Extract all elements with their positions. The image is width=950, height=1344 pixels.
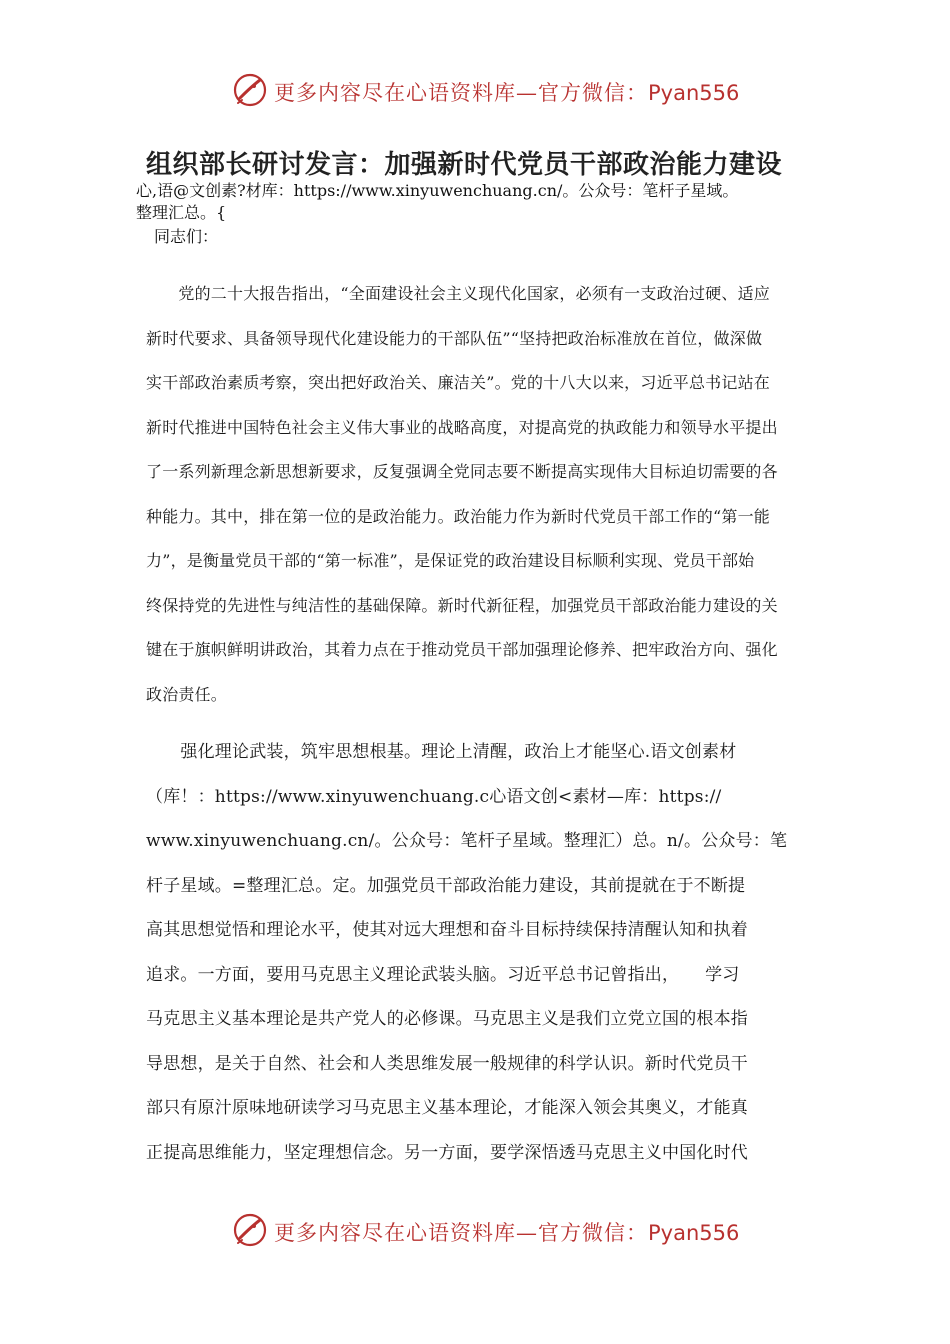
text-line: 正提高思维能力，坚定理想信念。另一方面，要学深悟透马克思主义中国化时代	[146, 1142, 748, 1163]
footer-banner	[232, 1212, 739, 1252]
banner-wechat-id: Pyan556	[648, 1221, 740, 1245]
text-line: 种能力。其中，排在第一位的是政治能力。政治能力作为新时代党员干部工作的“第一能	[146, 506, 770, 526]
text-line: 终保持党的先进性与纯洁性的基础保障。新时代新征程，加强党员干部政治能力建设的关	[146, 595, 778, 615]
source-line: 心,语@文创素?材库：https://www.xinyuwenchuang.cn/。公众号：笔杆子星域。	[136, 181, 739, 200]
text-line: 实干部政治素质考察，突出把好政治关、廉洁关”。党的十八大以来，习近平总书记站在	[146, 373, 770, 392]
text-line: 了一系列新理念新思想新要求，反复强调全党同志要不断提高实现伟大目标迫切需要的各	[146, 462, 778, 481]
text-line: 杆子星域。=整理汇总。定。加强党员干部政治能力建设，其前提就在于不断提	[146, 875, 746, 896]
source-note	[136, 180, 836, 224]
paragraph-1	[146, 272, 822, 717]
text-line: （库！：https://www.xinyuwenchuang.c心语文创<素材—库：https://	[146, 786, 722, 807]
paragraph-2	[146, 730, 822, 1175]
source-line: 整理汇总。{	[136, 203, 227, 222]
banner-label: 更多内容尽在心语资料库—官方微信：	[274, 81, 648, 105]
text-line: 高其思想觉悟和理论水平，使其对远大理想和奋斗目标持续保持清醒认知和执着	[146, 920, 748, 940]
text-line: www.xinyuwenchuang.cn/。公众号：笔杆子星域。整理汇）总。n/。公众号：笔	[146, 831, 788, 851]
text-line: 强化理论武装，筑牢思想根基。理论上清醒，政治上才能坚心.语文创素材	[146, 742, 737, 762]
text-line: 新时代推进中国特色社会主义伟大事业的战略高度，对提高党的执政能力和领导水平提出	[146, 417, 778, 437]
banner-text	[274, 77, 739, 107]
text-line: 新时代要求、具备领导现代化建设能力的干部队伍”“坚持把政治标准放在首位，做深做	[146, 328, 763, 348]
banner-text	[274, 1217, 739, 1247]
document-title: 组织部长研讨发言：加强新时代党员干部政治能力建设	[146, 150, 783, 180]
banner-wechat-id: Pyan556	[648, 81, 740, 105]
text-line: 马克思主义基本理论是共产党人的必修课。马克思主义是我们立党立国的根本指	[146, 1009, 748, 1029]
pen-logo-icon	[232, 1212, 268, 1252]
header-banner	[232, 72, 739, 112]
banner-label: 更多内容尽在心语资料库—官方微信：	[274, 1221, 648, 1245]
text-line: 力”，是衡量党员干部的“第一标准”，是保证党的政治建设目标顺利实现、党员干部始	[146, 551, 755, 570]
text-line: 键在于旗帜鲜明讲政治，其着力点在于推动党员干部加强理论修养、把牢政治方向、强化	[146, 640, 778, 659]
text-line: 导思想，是关于自然、社会和人类思维发展一般规律的科学认识。新时代党员干	[146, 1053, 748, 1074]
text-line: 追求。一方面，要用马克思主义理论武装头脑。习近平总书记曾指出， 学习	[146, 964, 740, 985]
pen-logo-icon	[232, 72, 268, 112]
text-line: 部只有原汁原味地研读学习马克思主义基本理论，才能深入领会其奥义，才能真	[146, 1098, 748, 1118]
greeting: 同志们：	[154, 227, 219, 246]
text-line: 政治责任。	[146, 684, 228, 704]
text-line: 党的二十大报告指出，“全面建设社会主义现代化国家，必须有一支政治过硬、适应	[146, 284, 770, 303]
